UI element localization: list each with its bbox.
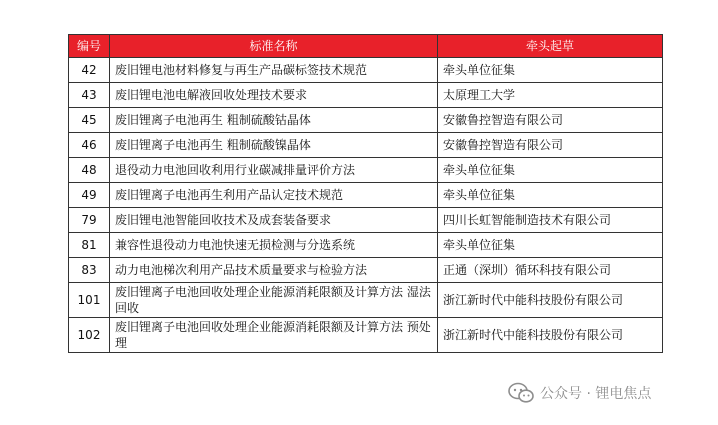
cell-standard-name: 废旧锂离子电池再生 粗制硫酸钴晶体 xyxy=(110,108,438,133)
standards-table-container xyxy=(68,34,663,353)
cell-number: 101 xyxy=(69,283,110,318)
cell-lead-drafter: 牵头单位征集 xyxy=(438,183,663,208)
cell-number: 79 xyxy=(69,208,110,233)
table-row xyxy=(69,108,663,133)
table-row xyxy=(69,83,663,108)
cell-standard-name: 废旧锂电池智能回收技术及成套装备要求 xyxy=(110,208,438,233)
header-lead-drafter: 牵头起草 xyxy=(438,35,663,58)
cell-lead-drafter: 浙江新时代中能科技股份有限公司 xyxy=(438,283,663,318)
table-row xyxy=(69,258,663,283)
cell-lead-drafter: 牵头单位征集 xyxy=(438,58,663,83)
cell-lead-drafter: 安徽鲁控智造有限公司 xyxy=(438,108,663,133)
wechat-icon xyxy=(508,382,534,404)
cell-standard-name: 废旧锂电池电解液回收处理技术要求 xyxy=(110,83,438,108)
watermark xyxy=(508,382,651,404)
header-standard-name: 标准名称 xyxy=(110,35,438,58)
table-row xyxy=(69,233,663,258)
cell-lead-drafter: 四川长虹智能制造技术有限公司 xyxy=(438,208,663,233)
cell-lead-drafter: 浙江新时代中能科技股份有限公司 xyxy=(438,318,663,353)
table-row xyxy=(69,183,663,208)
cell-standard-name: 废旧锂离子电池回收处理企业能源消耗限额及计算方法 湿法回收 xyxy=(110,283,438,318)
cell-standard-name: 废旧锂电池材料修复与再生产品碳标签技术规范 xyxy=(110,58,438,83)
cell-standard-name: 废旧锂离子电池再生 粗制硫酸镍晶体 xyxy=(110,133,438,158)
cell-number: 48 xyxy=(69,158,110,183)
table-row xyxy=(69,318,663,353)
cell-standard-name: 动力电池梯次利用产品技术质量要求与检验方法 xyxy=(110,258,438,283)
table-row xyxy=(69,283,663,318)
cell-standard-name: 废旧锂离子电池再生利用产品认定技术规范 xyxy=(110,183,438,208)
table-row xyxy=(69,58,663,83)
cell-lead-drafter: 牵头单位征集 xyxy=(438,233,663,258)
cell-standard-name: 退役动力电池回收利用行业碳减排量评价方法 xyxy=(110,158,438,183)
cell-number: 45 xyxy=(69,108,110,133)
header-number: 编号 xyxy=(69,35,110,58)
cell-number: 43 xyxy=(69,83,110,108)
cell-standard-name: 废旧锂离子电池回收处理企业能源消耗限额及计算方法 预处理 xyxy=(110,318,438,353)
cell-standard-name: 兼容性退役动力电池快速无损检测与分选系统 xyxy=(110,233,438,258)
cell-number: 49 xyxy=(69,183,110,208)
table-row xyxy=(69,133,663,158)
cell-lead-drafter: 太原理工大学 xyxy=(438,83,663,108)
table-row xyxy=(69,158,663,183)
cell-number: 46 xyxy=(69,133,110,158)
cell-number: 102 xyxy=(69,318,110,353)
standards-table xyxy=(68,34,663,353)
cell-lead-drafter: 牵头单位征集 xyxy=(438,158,663,183)
watermark-text: 公众号 · 锂电焦点 xyxy=(540,386,652,402)
table-header-row xyxy=(69,35,663,58)
cell-lead-drafter: 正通（深圳）循环科技有限公司 xyxy=(438,258,663,283)
cell-number: 42 xyxy=(69,58,110,83)
cell-number: 83 xyxy=(69,258,110,283)
cell-number: 81 xyxy=(69,233,110,258)
cell-lead-drafter: 安徽鲁控智造有限公司 xyxy=(438,133,663,158)
table-row xyxy=(69,208,663,233)
